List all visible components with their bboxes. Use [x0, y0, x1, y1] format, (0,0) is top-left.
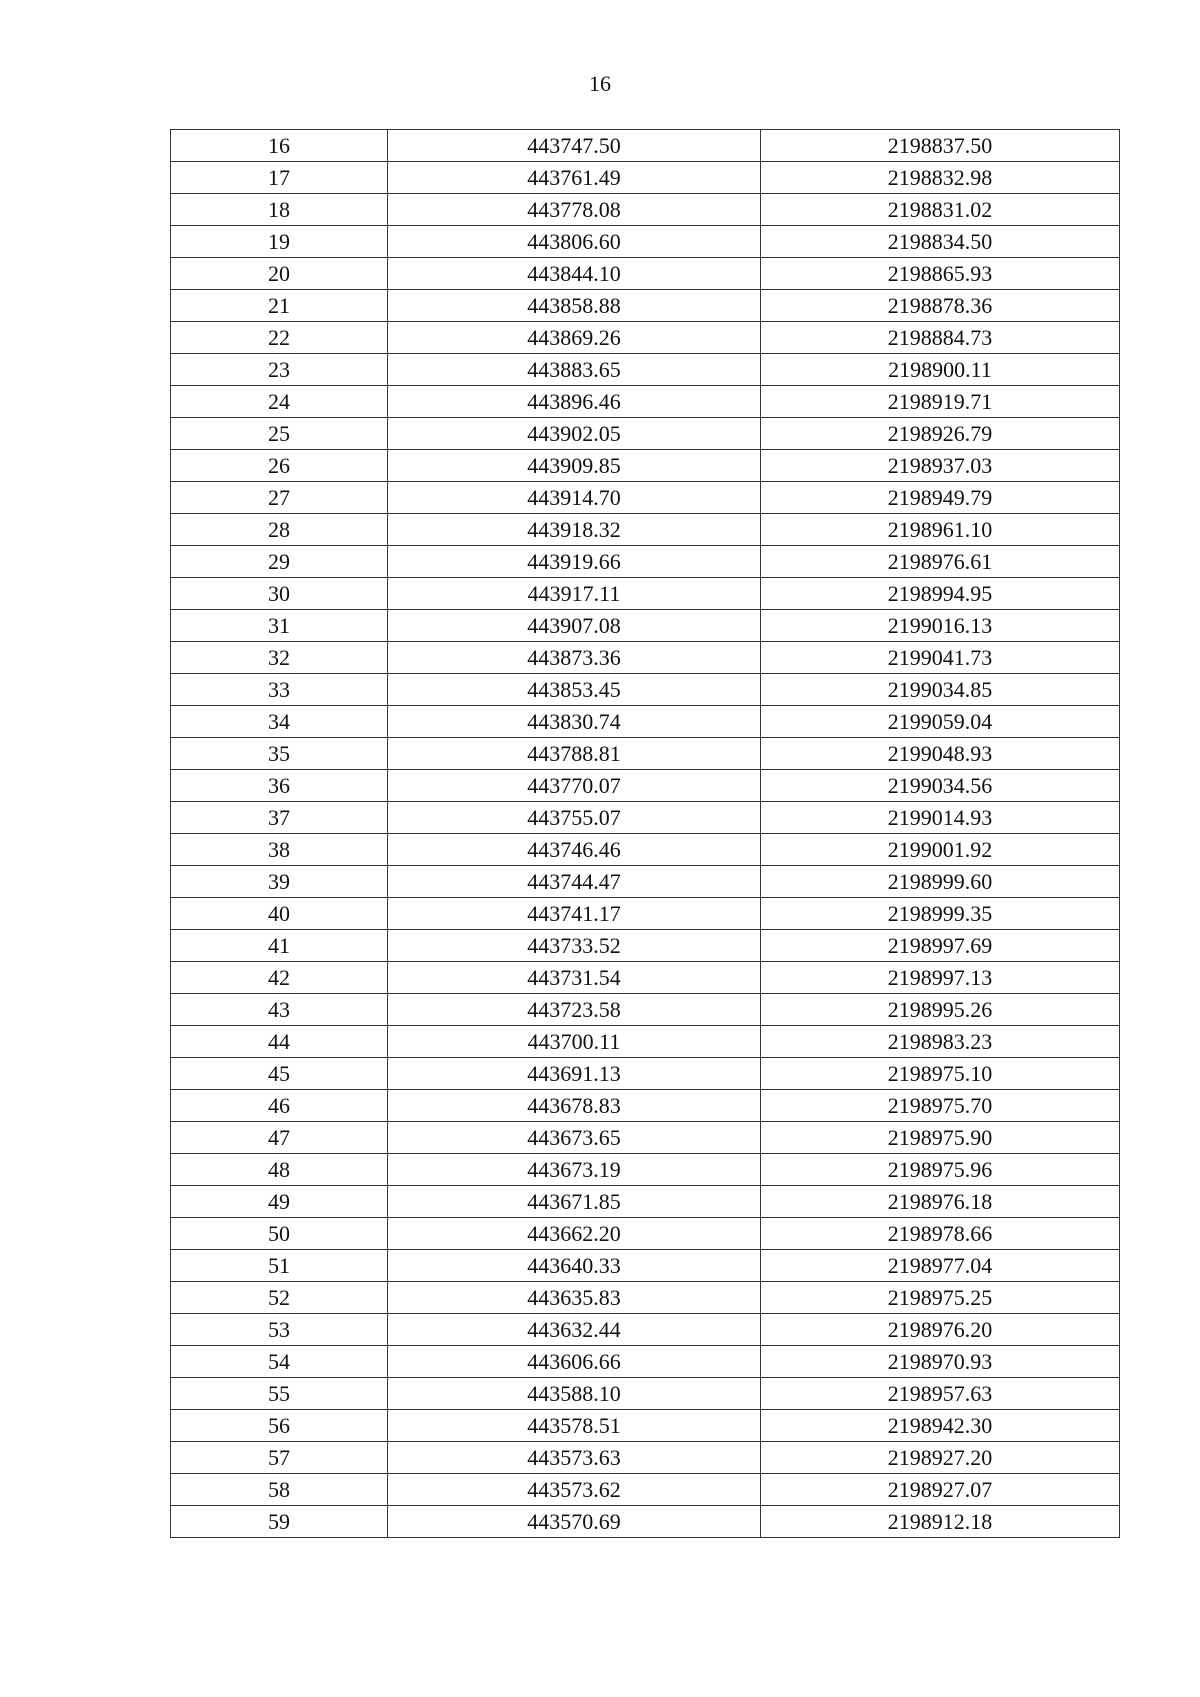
- x-coordinate-cell: 443746.46: [388, 834, 761, 866]
- y-coordinate-cell: 2198912.18: [761, 1506, 1120, 1538]
- table-row: [171, 674, 1120, 706]
- x-coordinate-cell: 443573.63: [388, 1442, 761, 1474]
- point-number-cell: 33: [171, 674, 388, 706]
- table-row: [171, 866, 1120, 898]
- table-row: [171, 194, 1120, 226]
- table-row: [171, 386, 1120, 418]
- x-coordinate-cell: 443606.66: [388, 1346, 761, 1378]
- point-number-cell: 32: [171, 642, 388, 674]
- table-row: [171, 1378, 1120, 1410]
- table-row: [171, 802, 1120, 834]
- y-coordinate-cell: 2198983.23: [761, 1026, 1120, 1058]
- x-coordinate-cell: 443723.58: [388, 994, 761, 1026]
- point-number-cell: 46: [171, 1090, 388, 1122]
- x-coordinate-cell: 443691.13: [388, 1058, 761, 1090]
- x-coordinate-cell: 443570.69: [388, 1506, 761, 1538]
- y-coordinate-cell: 2198976.18: [761, 1186, 1120, 1218]
- point-number-cell: 57: [171, 1442, 388, 1474]
- table-row: [171, 1410, 1120, 1442]
- y-coordinate-cell: 2199014.93: [761, 802, 1120, 834]
- y-coordinate-cell: 2198926.79: [761, 418, 1120, 450]
- table-row: [171, 514, 1120, 546]
- point-number-cell: 56: [171, 1410, 388, 1442]
- point-number-cell: 55: [171, 1378, 388, 1410]
- point-number-cell: 53: [171, 1314, 388, 1346]
- y-coordinate-cell: 2198957.63: [761, 1378, 1120, 1410]
- table-row: [171, 1058, 1120, 1090]
- point-number-cell: 27: [171, 482, 388, 514]
- table-row: [171, 1122, 1120, 1154]
- x-coordinate-cell: 443770.07: [388, 770, 761, 802]
- point-number-cell: 44: [171, 1026, 388, 1058]
- point-number-cell: 31: [171, 610, 388, 642]
- x-coordinate-cell: 443788.81: [388, 738, 761, 770]
- y-coordinate-cell: 2199048.93: [761, 738, 1120, 770]
- table-row: [171, 930, 1120, 962]
- point-number-cell: 50: [171, 1218, 388, 1250]
- y-coordinate-cell: 2198999.35: [761, 898, 1120, 930]
- y-coordinate-cell: 2198994.95: [761, 578, 1120, 610]
- table-row: [171, 1314, 1120, 1346]
- table-row: [171, 322, 1120, 354]
- point-number-cell: 24: [171, 386, 388, 418]
- y-coordinate-cell: 2198961.10: [761, 514, 1120, 546]
- x-coordinate-cell: 443883.65: [388, 354, 761, 386]
- point-number-cell: 36: [171, 770, 388, 802]
- y-coordinate-cell: 2198976.20: [761, 1314, 1120, 1346]
- table-row: [171, 1282, 1120, 1314]
- y-coordinate-cell: 2198884.73: [761, 322, 1120, 354]
- point-number-cell: 16: [171, 130, 388, 162]
- x-coordinate-cell: 443778.08: [388, 194, 761, 226]
- table-row: [171, 1218, 1120, 1250]
- x-coordinate-cell: 443744.47: [388, 866, 761, 898]
- point-number-cell: 58: [171, 1474, 388, 1506]
- x-coordinate-cell: 443640.33: [388, 1250, 761, 1282]
- point-number-cell: 54: [171, 1346, 388, 1378]
- table-row: [171, 162, 1120, 194]
- y-coordinate-cell: 2199034.85: [761, 674, 1120, 706]
- point-number-cell: 17: [171, 162, 388, 194]
- x-coordinate-cell: 443733.52: [388, 930, 761, 962]
- y-coordinate-cell: 2198832.98: [761, 162, 1120, 194]
- table-row: [171, 770, 1120, 802]
- point-number-cell: 20: [171, 258, 388, 290]
- table-row: [171, 354, 1120, 386]
- point-number-cell: 23: [171, 354, 388, 386]
- page-number: 16: [589, 71, 611, 96]
- y-coordinate-cell: 2198999.60: [761, 866, 1120, 898]
- table-row: [171, 706, 1120, 738]
- table-row: [171, 1250, 1120, 1282]
- y-coordinate-cell: 2198970.93: [761, 1346, 1120, 1378]
- y-coordinate-cell: 2198937.03: [761, 450, 1120, 482]
- y-coordinate-cell: 2198837.50: [761, 130, 1120, 162]
- y-coordinate-cell: 2198995.26: [761, 994, 1120, 1026]
- point-number-cell: 45: [171, 1058, 388, 1090]
- point-number-cell: 42: [171, 962, 388, 994]
- point-number-cell: 52: [171, 1282, 388, 1314]
- point-number-cell: 35: [171, 738, 388, 770]
- x-coordinate-cell: 443741.17: [388, 898, 761, 930]
- x-coordinate-cell: 443919.66: [388, 546, 761, 578]
- point-number-cell: 26: [171, 450, 388, 482]
- point-number-cell: 43: [171, 994, 388, 1026]
- table-row: [171, 994, 1120, 1026]
- point-number-cell: 19: [171, 226, 388, 258]
- x-coordinate-cell: 443806.60: [388, 226, 761, 258]
- point-number-cell: 21: [171, 290, 388, 322]
- x-coordinate-cell: 443632.44: [388, 1314, 761, 1346]
- point-number-cell: 28: [171, 514, 388, 546]
- y-coordinate-cell: 2199001.92: [761, 834, 1120, 866]
- table-row: [171, 450, 1120, 482]
- y-coordinate-cell: 2199041.73: [761, 642, 1120, 674]
- x-coordinate-cell: 443909.85: [388, 450, 761, 482]
- x-coordinate-cell: 443673.65: [388, 1122, 761, 1154]
- x-coordinate-cell: 443700.11: [388, 1026, 761, 1058]
- x-coordinate-cell: 443902.05: [388, 418, 761, 450]
- point-number-cell: 40: [171, 898, 388, 930]
- table-row: [171, 898, 1120, 930]
- y-coordinate-cell: 2198975.25: [761, 1282, 1120, 1314]
- table-row: [171, 962, 1120, 994]
- point-number-cell: 18: [171, 194, 388, 226]
- y-coordinate-cell: 2198878.36: [761, 290, 1120, 322]
- y-coordinate-cell: 2198975.96: [761, 1154, 1120, 1186]
- table-row: [171, 418, 1120, 450]
- table-row: [171, 610, 1120, 642]
- x-coordinate-cell: 443673.19: [388, 1154, 761, 1186]
- x-coordinate-cell: 443635.83: [388, 1282, 761, 1314]
- x-coordinate-cell: 443830.74: [388, 706, 761, 738]
- y-coordinate-cell: 2199059.04: [761, 706, 1120, 738]
- point-number-cell: 25: [171, 418, 388, 450]
- table-row: [171, 1346, 1120, 1378]
- x-coordinate-cell: 443747.50: [388, 130, 761, 162]
- point-number-cell: 37: [171, 802, 388, 834]
- x-coordinate-cell: 443662.20: [388, 1218, 761, 1250]
- table-row: [171, 482, 1120, 514]
- point-number-cell: 41: [171, 930, 388, 962]
- y-coordinate-cell: 2198834.50: [761, 226, 1120, 258]
- y-coordinate-cell: 2198997.69: [761, 930, 1120, 962]
- y-coordinate-cell: 2198900.11: [761, 354, 1120, 386]
- table-row: [171, 1474, 1120, 1506]
- y-coordinate-cell: 2198975.10: [761, 1058, 1120, 1090]
- y-coordinate-cell: 2198927.07: [761, 1474, 1120, 1506]
- x-coordinate-cell: 443844.10: [388, 258, 761, 290]
- point-number-cell: 22: [171, 322, 388, 354]
- point-number-cell: 30: [171, 578, 388, 610]
- point-number-cell: 47: [171, 1122, 388, 1154]
- table-row: [171, 130, 1120, 162]
- y-coordinate-cell: 2198977.04: [761, 1250, 1120, 1282]
- x-coordinate-cell: 443678.83: [388, 1090, 761, 1122]
- y-coordinate-cell: 2199034.56: [761, 770, 1120, 802]
- x-coordinate-cell: 443918.32: [388, 514, 761, 546]
- table-row: [171, 1154, 1120, 1186]
- table-row: [171, 1186, 1120, 1218]
- x-coordinate-cell: 443917.11: [388, 578, 761, 610]
- y-coordinate-cell: 2198919.71: [761, 386, 1120, 418]
- x-coordinate-cell: 443578.51: [388, 1410, 761, 1442]
- y-coordinate-cell: 2198942.30: [761, 1410, 1120, 1442]
- x-coordinate-cell: 443761.49: [388, 162, 761, 194]
- x-coordinate-cell: 443755.07: [388, 802, 761, 834]
- table-row: [171, 1442, 1120, 1474]
- point-number-cell: 29: [171, 546, 388, 578]
- y-coordinate-cell: 2198975.90: [761, 1122, 1120, 1154]
- x-coordinate-cell: 443914.70: [388, 482, 761, 514]
- point-number-cell: 39: [171, 866, 388, 898]
- table-row: [171, 738, 1120, 770]
- x-coordinate-cell: 443896.46: [388, 386, 761, 418]
- y-coordinate-cell: 2198865.93: [761, 258, 1120, 290]
- x-coordinate-cell: 443858.88: [388, 290, 761, 322]
- point-number-cell: 38: [171, 834, 388, 866]
- y-coordinate-cell: 2198927.20: [761, 1442, 1120, 1474]
- table-row: [171, 546, 1120, 578]
- y-coordinate-cell: 2198949.79: [761, 482, 1120, 514]
- coordinates-table: [170, 129, 1120, 1538]
- y-coordinate-cell: 2198831.02: [761, 194, 1120, 226]
- table-row: [171, 1506, 1120, 1538]
- table-row: [171, 1026, 1120, 1058]
- x-coordinate-cell: 443671.85: [388, 1186, 761, 1218]
- table-row: [171, 258, 1120, 290]
- table-row: [171, 226, 1120, 258]
- y-coordinate-cell: 2198997.13: [761, 962, 1120, 994]
- point-number-cell: 59: [171, 1506, 388, 1538]
- x-coordinate-cell: 443588.10: [388, 1378, 761, 1410]
- y-coordinate-cell: 2198976.61: [761, 546, 1120, 578]
- coordinates-table-body: [171, 130, 1120, 1538]
- y-coordinate-cell: 2198975.70: [761, 1090, 1120, 1122]
- table-row: [171, 834, 1120, 866]
- table-row: [171, 642, 1120, 674]
- x-coordinate-cell: 443853.45: [388, 674, 761, 706]
- point-number-cell: 48: [171, 1154, 388, 1186]
- x-coordinate-cell: 443907.08: [388, 610, 761, 642]
- table-row: [171, 1090, 1120, 1122]
- x-coordinate-cell: 443573.62: [388, 1474, 761, 1506]
- table-row: [171, 578, 1120, 610]
- table-row: [171, 290, 1120, 322]
- point-number-cell: 34: [171, 706, 388, 738]
- x-coordinate-cell: 443869.26: [388, 322, 761, 354]
- point-number-cell: 49: [171, 1186, 388, 1218]
- x-coordinate-cell: 443731.54: [388, 962, 761, 994]
- y-coordinate-cell: 2199016.13: [761, 610, 1120, 642]
- point-number-cell: 51: [171, 1250, 388, 1282]
- y-coordinate-cell: 2198978.66: [761, 1218, 1120, 1250]
- x-coordinate-cell: 443873.36: [388, 642, 761, 674]
